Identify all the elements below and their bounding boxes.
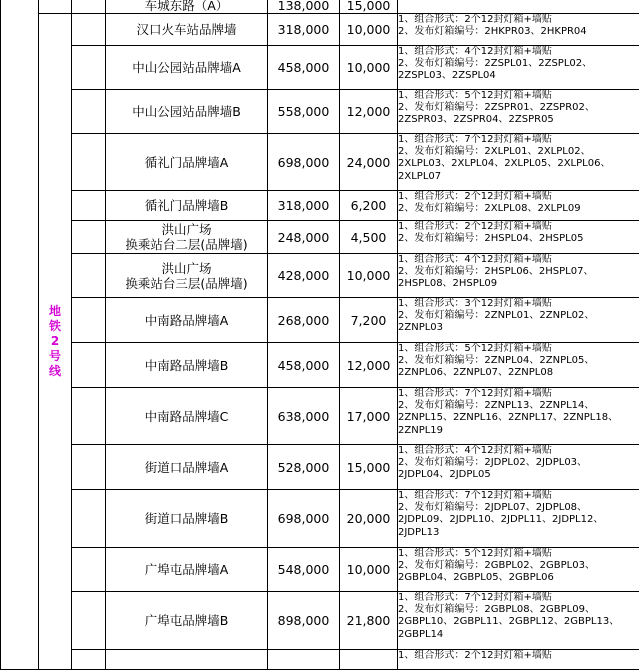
description-cell: 1、组合形式：2个12封灯箱+墙贴 2、发布灯箱编号：2HKPR03、2HKPR04	[398, 14, 639, 46]
quantity-cell: 10,000	[340, 548, 398, 592]
quantity-cell: 10,000	[340, 14, 398, 46]
index-column-cell	[72, 343, 106, 388]
description-cell: 1、组合形式：2个12封灯箱+墙贴	[398, 650, 639, 670]
price-cell: 318,000	[268, 191, 340, 221]
table-row	[1, 343, 639, 388]
description-cell: 1、组合形式：2个12封灯箱+墙贴 2、发布灯箱编号：2HSPL04、2HSPL05	[398, 221, 639, 254]
line-group-cell	[39, 14, 72, 670]
description-cell: 1、组合形式：5个12封灯箱+墙贴 2、发布灯箱编号：2GBPL02、2GBPL03、 2GBPL04、2GBPL05、2GBPL06	[398, 548, 639, 592]
quantity-cell: 24,000	[340, 134, 398, 191]
index-column-cell	[72, 254, 106, 298]
quantity-cell: 17,000	[340, 388, 398, 445]
description-cell: 1、组合形式：5个12封灯箱+墙贴 2、发布灯箱编号：2ZNPL04、2ZNPL05、 2ZNPL06、2ZNPL07、2ZNPL08	[398, 343, 639, 388]
table-row	[1, 650, 639, 670]
quantity-cell: 7,200	[340, 298, 398, 343]
index-column-cell	[72, 592, 106, 650]
station-name-cell: 循礼门品牌墙A	[106, 134, 268, 191]
description-cell: 1、组合形式：7个12封灯箱+墙贴 2、发布灯箱编号：2JDPL07、2JDPL08、 2JDPL09、2JDPL10、2JDPL11、2JDPL12、 2JDPL13	[398, 490, 639, 548]
table-row	[1, 221, 639, 254]
price-cell: 318,000	[268, 14, 340, 46]
quantity-cell: 4,500	[340, 221, 398, 254]
station-name-cell: 中山公园站品牌墙B	[106, 90, 268, 134]
price-cell: 698,000	[268, 134, 340, 191]
description-cell: 1、组合形式：4个12封灯箱+墙贴 2、发布灯箱编号：2HSPL06、2HSPL07、 2HSPL08、2HSPL09	[398, 254, 639, 298]
quantity-cell: 10,000	[340, 46, 398, 90]
quantity-cell: 12,000	[340, 90, 398, 134]
table-row	[1, 298, 639, 343]
quantity-cell: 15,000	[340, 0, 398, 14]
index-column-cell	[72, 388, 106, 445]
index-column-cell	[72, 0, 106, 14]
quantity-cell: 10,000	[340, 254, 398, 298]
description-cell: 1、组合形式：7个12封灯箱+墙贴 2、发布灯箱编号：2ZNPL13、2ZNPL14、 2ZNPL15、2ZNPL16、2ZNPL17、2ZNPL18、 2ZNPL19	[398, 388, 639, 445]
station-name-cell: 车城东路（A）	[106, 0, 268, 14]
description-cell: 1、组合形式：4个12封灯箱+墙贴 2、发布灯箱编号：2JDPL02、2JDPL03、 2JDPL04、2JDPL05	[398, 445, 639, 490]
quantity-cell: 6,200	[340, 191, 398, 221]
station-name-cell	[106, 650, 268, 670]
table-row	[1, 592, 639, 650]
table-row	[1, 548, 639, 592]
table-row	[1, 191, 639, 221]
station-name-cell: 广埠屯品牌墙B	[106, 592, 268, 650]
description-cell: 1、组合形式：7个12封灯箱+墙贴 2、发布灯箱编号：2XLPL01、2XLPL02、 2XLPL03、2XLPL04、2XLPL05、2XLPL06、 2XLPL07	[398, 134, 639, 191]
table-row	[1, 0, 639, 14]
price-cell: 268,000	[268, 298, 340, 343]
table-row	[1, 46, 639, 90]
line-column-cell	[39, 0, 72, 14]
description-cell: 1、组合形式：7个12封灯箱+墙贴 2、发布灯箱编号：2GBPL08、2GBPL09、 2GBPL10、2GBPL11、2GBPL12、2GBPL13、 2GBPL14	[398, 592, 639, 650]
description-cell: 1、组合形式：2个12封灯箱+墙贴 2、发布灯箱编号：2XLPL08、2XLPL09	[398, 191, 639, 221]
category-column-cell	[1, 0, 39, 670]
price-cell: 458,000	[268, 46, 340, 90]
description-cell: 1、组合形式：4个12封灯箱+墙贴 2、发布灯箱编号：2ZSPL01、2ZSPL02、 2ZSPL03、2ZSPL04	[398, 46, 639, 90]
index-column-cell	[72, 445, 106, 490]
station-name-cell: 中南路品牌墙A	[106, 298, 268, 343]
price-cell: 248,000	[268, 221, 340, 254]
quantity-cell: 12,000	[340, 343, 398, 388]
station-name-cell: 街道口品牌墙B	[106, 490, 268, 548]
line-group-label: 地铁2号线	[48, 304, 61, 378]
station-name-cell: 中山公园站品牌墙A	[106, 46, 268, 90]
price-cell: 558,000	[268, 90, 340, 134]
table-row	[1, 388, 639, 445]
price-cell: 548,000	[268, 548, 340, 592]
index-column-cell	[72, 14, 106, 46]
station-name-cell: 洪山广场 换乘站台三层(品牌墙)	[106, 254, 268, 298]
station-name-cell: 街道口品牌墙A	[106, 445, 268, 490]
price-cell: 698,000	[268, 490, 340, 548]
price-cell: 428,000	[268, 254, 340, 298]
station-name-cell: 洪山广场 换乘站台二层(品牌墙)	[106, 221, 268, 254]
index-column-cell	[72, 298, 106, 343]
price-cell: 138,000	[268, 0, 340, 14]
index-column-cell	[72, 46, 106, 90]
station-name-cell: 汉口火车站品牌墙	[106, 14, 268, 46]
station-name-cell: 中南路品牌墙B	[106, 343, 268, 388]
table-row	[1, 90, 639, 134]
table-row	[1, 134, 639, 191]
price-cell: 638,000	[268, 388, 340, 445]
quantity-cell	[340, 650, 398, 670]
description-cell: 1、组合形式：5个12封灯箱+墙贴 2、发布灯箱编号：2ZSPR01、2ZSPR02、 2ZSPR03、2ZSPR04、2ZSPR05	[398, 90, 639, 134]
price-cell: 458,000	[268, 343, 340, 388]
table-row	[1, 254, 639, 298]
quantity-cell: 21,800	[340, 592, 398, 650]
table-row	[1, 445, 639, 490]
table-row	[1, 14, 639, 46]
table-body	[1, 0, 639, 670]
index-column-cell	[72, 221, 106, 254]
index-column-cell	[72, 490, 106, 548]
station-name-cell: 循礼门品牌墙B	[106, 191, 268, 221]
quantity-cell: 15,000	[340, 445, 398, 490]
station-name-cell: 广埠屯品牌墙A	[106, 548, 268, 592]
price-cell	[268, 650, 340, 670]
quantity-cell: 20,000	[340, 490, 398, 548]
index-column-cell	[72, 90, 106, 134]
index-column-cell	[72, 650, 106, 670]
index-column-cell	[72, 191, 106, 221]
index-column-cell	[72, 134, 106, 191]
description-cell: 1、组合形式：3个12封灯箱+墙贴 2、发布灯箱编号：2ZNPL01、2ZNPL02、 2ZNPL03	[398, 298, 639, 343]
index-column-cell	[72, 548, 106, 592]
price-cell: 528,000	[268, 445, 340, 490]
table-row	[1, 490, 639, 548]
description-cell	[398, 0, 639, 14]
station-name-cell: 中南路品牌墙C	[106, 388, 268, 445]
price-cell: 898,000	[268, 592, 340, 650]
